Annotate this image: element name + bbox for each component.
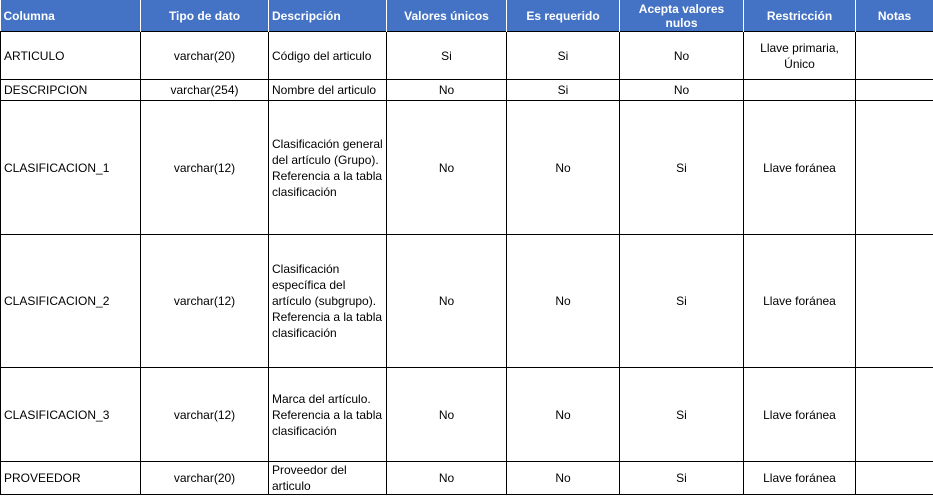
cell-restriccion: Llave foránea bbox=[744, 368, 856, 462]
cell-notas bbox=[856, 462, 933, 495]
cell-unicos: No bbox=[387, 80, 507, 101]
header-row bbox=[1, 0, 933, 32]
header-tipo-de-dato: Tipo de dato bbox=[141, 0, 269, 32]
table-row bbox=[1, 462, 933, 495]
cell-tipo: varchar(12) bbox=[141, 101, 269, 235]
cell-restriccion: Llave foránea bbox=[744, 462, 856, 495]
cell-notas bbox=[856, 101, 933, 235]
table-row bbox=[1, 101, 933, 235]
header-restriccion: Restricción bbox=[744, 0, 856, 32]
cell-restriccion: Llave primaria, Único bbox=[744, 32, 856, 80]
cell-requerido: No bbox=[507, 235, 620, 368]
cell-requerido: Si bbox=[507, 80, 620, 101]
cell-nulos: Si bbox=[620, 368, 744, 462]
cell-notas bbox=[856, 32, 933, 80]
cell-notas bbox=[856, 80, 933, 101]
cell-requerido: No bbox=[507, 101, 620, 235]
cell-descripcion: Clasificación específica del artículo (subgrupo). Referencia a la tabla clasificación bbox=[269, 235, 387, 368]
cell-unicos: No bbox=[387, 368, 507, 462]
cell-tipo: varchar(20) bbox=[141, 32, 269, 80]
cell-unicos: No bbox=[387, 235, 507, 368]
header-es-requerido: Es requerido bbox=[507, 0, 620, 32]
header-notas: Notas bbox=[856, 0, 933, 32]
table-row bbox=[1, 32, 933, 80]
cell-unicos: No bbox=[387, 101, 507, 235]
cell-requerido: Si bbox=[507, 32, 620, 80]
cell-nulos: Si bbox=[620, 235, 744, 368]
cell-tipo: varchar(254) bbox=[141, 80, 269, 101]
cell-notas bbox=[856, 368, 933, 462]
cell-nulos: Si bbox=[620, 462, 744, 495]
cell-tipo: varchar(12) bbox=[141, 368, 269, 462]
cell-columna: CLASIFICACION_2 bbox=[1, 235, 141, 368]
cell-unicos: No bbox=[387, 462, 507, 495]
cell-columna: DESCRIPCION bbox=[1, 80, 141, 101]
header-columna: Columna bbox=[1, 0, 141, 32]
cell-descripcion: Marca del artículo. Referencia a la tabla clasificación bbox=[269, 368, 387, 462]
cell-nulos: No bbox=[620, 32, 744, 80]
cell-notas bbox=[856, 235, 933, 368]
cell-restriccion bbox=[744, 80, 856, 101]
table-row bbox=[1, 368, 933, 462]
cell-descripcion: Clasificación general del artículo (Grupo). Referencia a la tabla clasificación bbox=[269, 101, 387, 235]
cell-descripcion: Proveedor del articulo bbox=[269, 462, 387, 495]
cell-restriccion: Llave foránea bbox=[744, 235, 856, 368]
header-descripcion: Descripción bbox=[269, 0, 387, 32]
table-row bbox=[1, 80, 933, 101]
table-row bbox=[1, 235, 933, 368]
cell-descripcion: Código del articulo bbox=[269, 32, 387, 80]
cell-nulos: No bbox=[620, 80, 744, 101]
cell-tipo: varchar(12) bbox=[141, 235, 269, 368]
cell-columna: CLASIFICACION_3 bbox=[1, 368, 141, 462]
cell-tipo: varchar(20) bbox=[141, 462, 269, 495]
cell-nulos: Si bbox=[620, 101, 744, 235]
header-valores-unicos: Valores únicos bbox=[387, 0, 507, 32]
cell-unicos: Si bbox=[387, 32, 507, 80]
cell-descripcion: Nombre del articulo bbox=[269, 80, 387, 101]
cell-columna: CLASIFICACION_1 bbox=[1, 101, 141, 235]
header-acepta-nulos: Acepta valores nulos bbox=[620, 0, 744, 32]
cell-requerido: No bbox=[507, 462, 620, 495]
cell-columna: ARTICULO bbox=[1, 32, 141, 80]
cell-requerido: No bbox=[507, 368, 620, 462]
cell-restriccion: Llave foránea bbox=[744, 101, 856, 235]
cell-columna: PROVEEDOR bbox=[1, 462, 141, 495]
